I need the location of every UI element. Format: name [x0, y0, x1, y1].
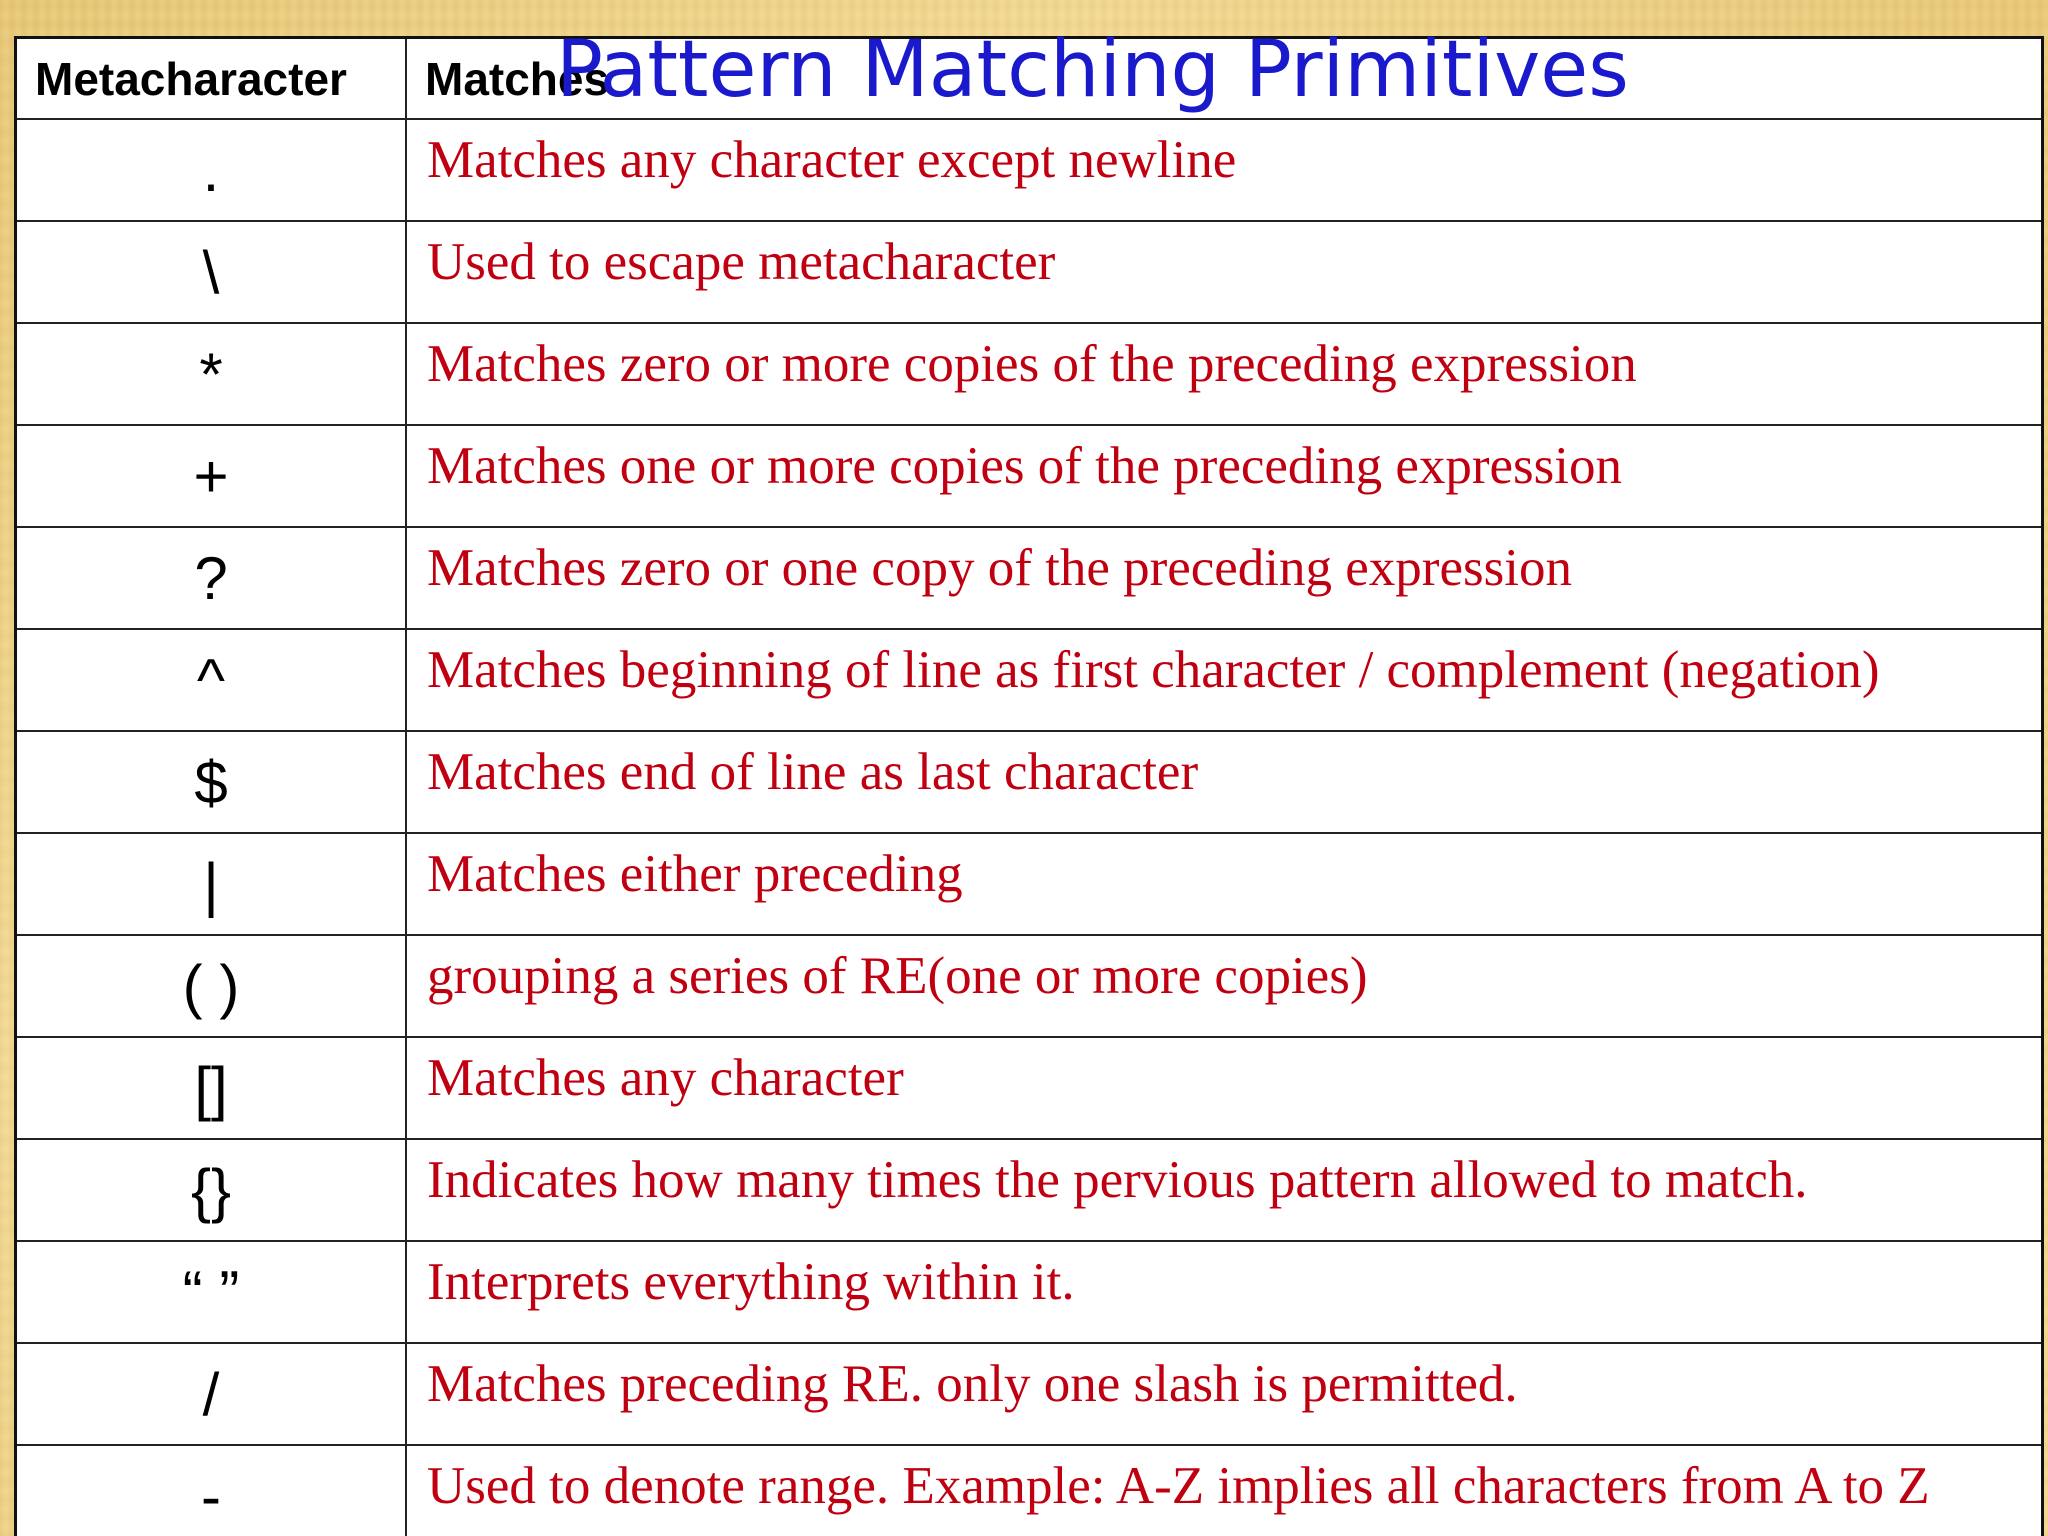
table-row [17, 833, 2041, 935]
table-row [17, 935, 2041, 1037]
table-row [17, 731, 2041, 833]
table-row [17, 629, 2041, 731]
metacharacter-cell: . [17, 119, 406, 221]
metacharacter-cell: $ [17, 731, 406, 833]
table-row [17, 1343, 2041, 1445]
description-cell: Matches end of line as last character [406, 731, 2041, 833]
description-cell: Matches one or more copies of the preceding expression [406, 425, 2041, 527]
metacharacter-cell: ( ) [17, 935, 406, 1037]
header-metacharacter: Metacharacter [17, 39, 406, 119]
table-row [17, 221, 2041, 323]
description-cell: Matches preceding RE. only one slash is permitted. [406, 1343, 2041, 1445]
metacharacter-cell: ? [17, 527, 406, 629]
table-row [17, 1037, 2041, 1139]
table-row [17, 323, 2041, 425]
metacharacter-cell: “ ” [17, 1241, 406, 1343]
table-row [17, 1241, 2041, 1343]
metacharacter-cell: {} [17, 1139, 406, 1241]
description-cell: Used to escape metacharacter [406, 221, 2041, 323]
description-cell: Matches any character [406, 1037, 2041, 1139]
table-row [17, 1445, 2041, 1536]
metacharacter-cell: * [17, 323, 406, 425]
metacharacter-cell: [] [17, 1037, 406, 1139]
table [17, 39, 2041, 1536]
metacharacter-cell: | [17, 833, 406, 935]
description-cell: Matches any character except newline [406, 119, 2041, 221]
description-cell: Matches beginning of line as first character / complement (negation) [406, 629, 2041, 731]
metacharacter-cell: \ [17, 221, 406, 323]
description-cell: Matches zero or more copies of the preceding expression [406, 323, 2041, 425]
table-row [17, 425, 2041, 527]
description-cell: Matches either preceding [406, 833, 2041, 935]
metacharacter-cell: / [17, 1343, 406, 1445]
table-row [17, 1139, 2041, 1241]
description-cell: Matches zero or one copy of the preceding expression [406, 527, 2041, 629]
description-cell: Used to denote range. Example: A-Z implies all characters from A to Z [406, 1445, 2041, 1536]
description-cell: Indicates how many times the pervious pattern allowed to match. [406, 1139, 2041, 1241]
description-cell: grouping a series of RE(one or more copies) [406, 935, 2041, 1037]
metacharacter-cell: - [17, 1445, 406, 1536]
description-cell: Interprets everything within it. [406, 1241, 2041, 1343]
slide-title: Pattern Matching Primitives [556, 25, 1629, 115]
header-matches: Matches [406, 39, 2041, 119]
metacharacter-cell: + [17, 425, 406, 527]
table-row [17, 527, 2041, 629]
metacharacter-table [14, 36, 2044, 1536]
table-row [17, 119, 2041, 221]
metacharacter-cell: ^ [17, 629, 406, 731]
